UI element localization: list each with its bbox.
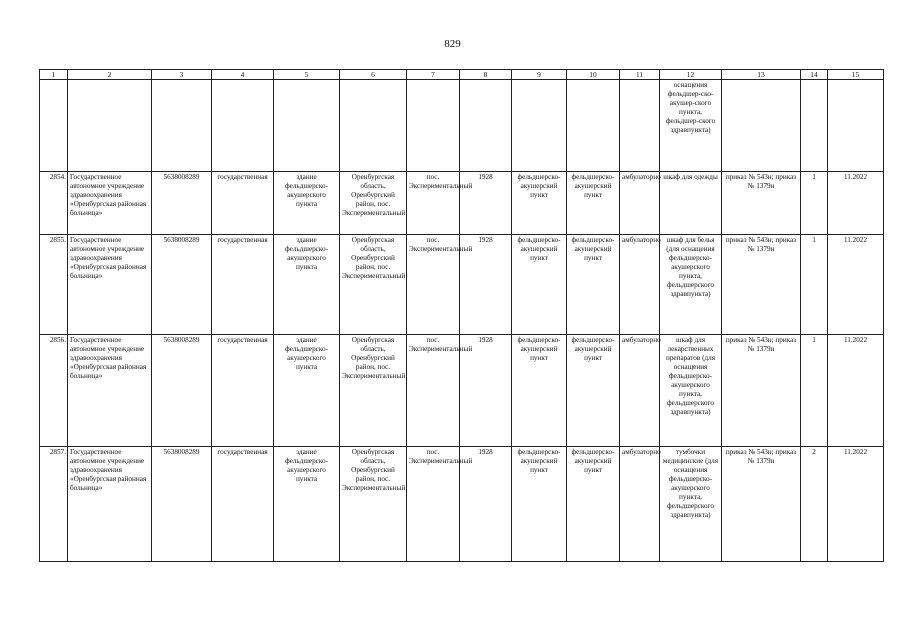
header-col-1: 1 xyxy=(40,70,68,80)
table-row xyxy=(40,335,884,447)
row-number-cell: 2854. xyxy=(40,172,68,235)
order-cell: приказ № 543н; приказ № 1379н xyxy=(722,172,801,235)
organization-cell: Государственное автономное учреждение здравоохранения «Оренбургская районная больница» xyxy=(68,335,152,447)
care-type-cell: амбулаторно xyxy=(620,447,660,562)
page-number: 829 xyxy=(444,38,461,50)
order-cell: приказ № 543н; приказ № 1379н xyxy=(722,447,801,562)
address-cell: Оренбургская область, Оренбургский район, пос. Экспериментальный xyxy=(340,172,407,235)
year-cell: 1928 xyxy=(460,447,512,562)
care-type-cell: амбулаторно xyxy=(620,235,660,335)
row-number-cell: 2857. xyxy=(40,447,68,562)
ownership-cell: государственная xyxy=(212,235,274,335)
organization-cell: Государственное автономное учреждение здравоохранения «Оренбургская районная больница» xyxy=(68,447,152,562)
header-col-10: 10 xyxy=(567,70,620,80)
header-col-2: 2 xyxy=(68,70,152,80)
ownership-cell: государственная xyxy=(212,447,274,562)
unit-type-cell: фельдшерско-акушерский пункт xyxy=(512,447,567,562)
header-col-7: 7 xyxy=(407,70,460,80)
header-row xyxy=(40,70,884,80)
building-cell: здание фельдшерско-акушерского пункта xyxy=(274,335,340,447)
unit-name-cell: фельдшерско-акушерский пункт xyxy=(567,335,620,447)
row-number-cell: 2855. xyxy=(40,235,68,335)
date-cell: 11.2022 xyxy=(828,172,884,235)
building-cell: здание фельдшерско-акушерского пункта xyxy=(274,235,340,335)
address-cell: Оренбургская область, Оренбургский район, пос. Экспериментальный xyxy=(340,335,407,447)
unit-type-cell: фельдшерско-акушерский пункт xyxy=(512,335,567,447)
equipment-cell: шкаф для одежды xyxy=(660,172,722,235)
header-col-15: 15 xyxy=(828,70,884,80)
continuation-equipment-cell: оснащения фельдшер-ско-акушер-ского пункта, фельдшер-ского здравпункта) xyxy=(660,80,722,172)
settlement-cell: пос. Экспериментальный xyxy=(407,335,460,447)
unit-type-cell: фельдшерско-акушерский пункт xyxy=(512,172,567,235)
building-cell: здание фельдшерско-акушерского пункта xyxy=(274,172,340,235)
year-cell: 1928 xyxy=(460,235,512,335)
care-type-cell: амбулаторно xyxy=(620,172,660,235)
year-cell: 1928 xyxy=(460,335,512,447)
unit-name-cell: фельдшерско-акушерский пункт xyxy=(567,447,620,562)
header-col-4: 4 xyxy=(212,70,274,80)
care-type-cell: амбулаторно xyxy=(620,335,660,447)
equipment-cell: шкаф для белья (для оснащения фельдшерско-акушерского пункта, фельдшерского здравпункта) xyxy=(660,235,722,335)
unit-type-cell: фельдшерско-акушерский пункт xyxy=(512,235,567,335)
continuation-row xyxy=(40,80,884,172)
settlement-cell: пос. Экспериментальный xyxy=(407,235,460,335)
address-cell: Оренбургская область, Оренбургский район, пос. Экспериментальный xyxy=(340,235,407,335)
table-row xyxy=(40,235,884,335)
organization-cell: Государственное автономное учреждение здравоохранения «Оренбургская районная больница» xyxy=(68,172,152,235)
unit-name-cell: фельдшерско-акушерский пункт xyxy=(567,172,620,235)
header-col-6: 6 xyxy=(340,70,407,80)
header-col-12: 12 xyxy=(660,70,722,80)
header-col-8: 8 xyxy=(460,70,512,80)
inn-cell: 5638008289 xyxy=(152,235,212,335)
building-cell: здание фельдшерско-акушерского пункта xyxy=(274,447,340,562)
quantity-cell: 1 xyxy=(801,172,828,235)
equipment-cell: шкаф для лекарственных препаратов (для оснащения фельдшерско-акушерского пункта, фельдшерского здравпункта) xyxy=(660,335,722,447)
ownership-cell: государственная xyxy=(212,335,274,447)
date-cell: 11.2022 xyxy=(828,447,884,562)
header-col-14: 14 xyxy=(801,70,828,80)
equipment-cell: тумбочки медицинские (для оснащения фельдшерско-акушерского пункта, фельдшерского здравпункта) xyxy=(660,447,722,562)
header-col-9: 9 xyxy=(512,70,567,80)
order-cell: приказ № 543н; приказ № 1379н xyxy=(722,335,801,447)
date-cell: 11.2022 xyxy=(828,235,884,335)
inn-cell: 5638008289 xyxy=(152,335,212,447)
order-cell: приказ № 543н; приказ № 1379н xyxy=(722,235,801,335)
organization-cell: Государственное автономное учреждение здравоохранения «Оренбургская районная больница» xyxy=(68,235,152,335)
date-cell: 11.2022 xyxy=(828,335,884,447)
unit-name-cell: фельдшерско-акушерский пункт xyxy=(567,235,620,335)
year-cell: 1928 xyxy=(460,172,512,235)
quantity-cell: 1 xyxy=(801,335,828,447)
inn-cell: 5638008289 xyxy=(152,172,212,235)
header-col-11: 11 xyxy=(620,70,660,80)
header-col-3: 3 xyxy=(152,70,212,80)
row-number-cell: 2856. xyxy=(40,335,68,447)
settlement-cell: пос. Экспериментальный xyxy=(407,172,460,235)
data-table xyxy=(39,69,884,562)
settlement-cell: пос. Экспериментальный xyxy=(407,447,460,562)
header-col-13: 13 xyxy=(722,70,801,80)
quantity-cell: 1 xyxy=(801,235,828,335)
inn-cell: 5638008289 xyxy=(152,447,212,562)
table-row xyxy=(40,447,884,562)
header-col-5: 5 xyxy=(274,70,340,80)
quantity-cell: 2 xyxy=(801,447,828,562)
ownership-cell: государственная xyxy=(212,172,274,235)
table-row xyxy=(40,172,884,235)
address-cell: Оренбургская область, Оренбургский район, пос. Экспериментальный xyxy=(340,447,407,562)
